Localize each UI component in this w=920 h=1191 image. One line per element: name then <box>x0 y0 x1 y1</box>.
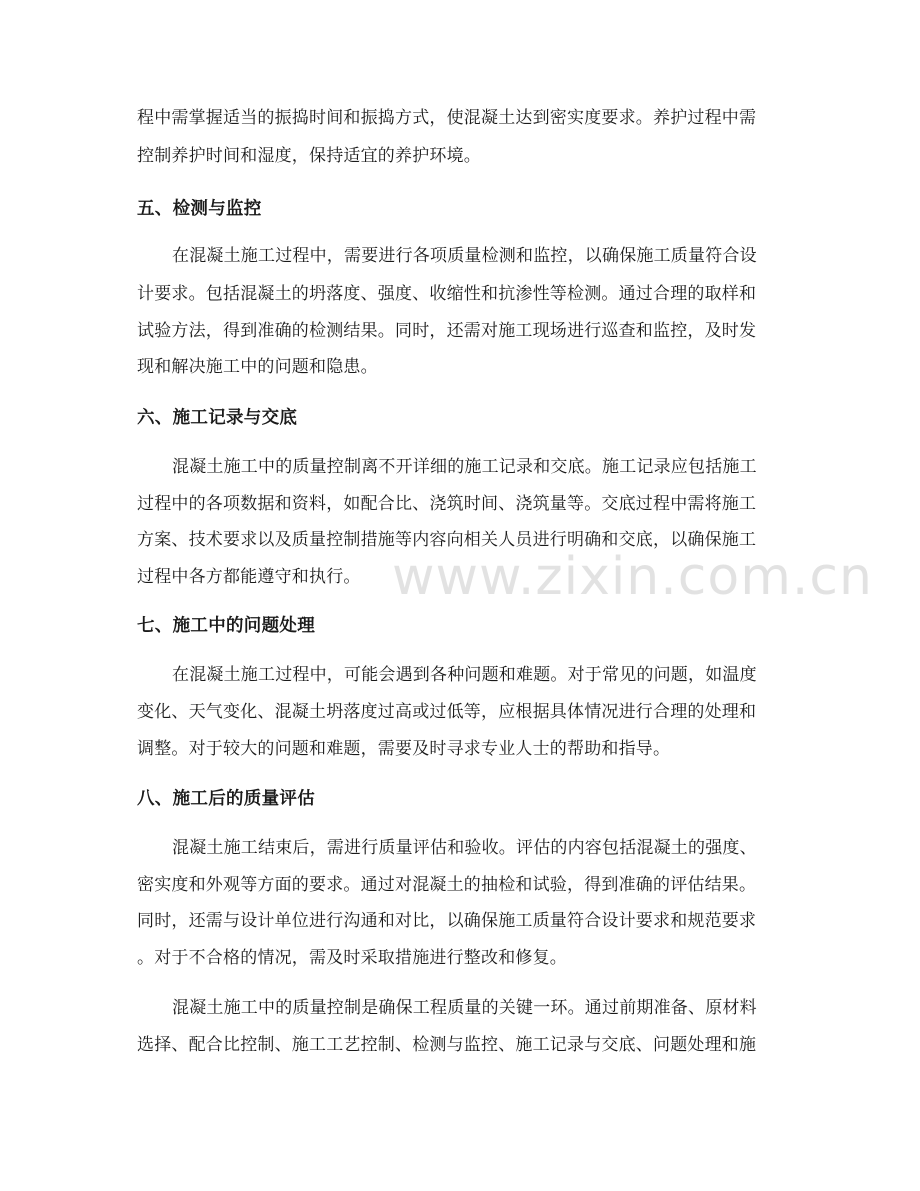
section-heading-5: 五、检测与监控 <box>137 199 262 219</box>
paragraph-line: 。对于不合格的情况，需及时采取措施进行整改和修复。 <box>137 948 567 968</box>
paragraph-line: 在混凝土施工过程中，可能会遇到各种问题和难题。对于常见的问题，如温度 <box>172 665 757 685</box>
paragraph-line: 过程中各方都能遵守和执行。 <box>137 567 361 587</box>
paragraph-line: 混凝土施工中的质量控制是确保工程质量的关键一环。通过前期准备、原材料 <box>172 998 757 1018</box>
paragraph-line: 过程中的各项数据和资料，如配合比、浇筑时间、浇筑量等。交底过程中需将施工 <box>137 494 757 514</box>
section-heading-6: 六、施工记录与交底 <box>137 408 298 428</box>
paragraph-line: 计要求。包括混凝土的坍落度、强度、收缩性和抗渗性等检测。通过合理的取样和 <box>137 284 757 304</box>
intro-line: 控制养护时间和湿度，保持适宜的养护环境。 <box>137 146 481 166</box>
section-heading-7: 七、施工中的问题处理 <box>137 616 315 636</box>
paragraph-line: 密实度和外观等方面的要求。通过对混凝土的抽检和试验，得到准确的评估结果。 <box>137 875 757 895</box>
paragraph-line: 选择、配合比控制、施工工艺控制、检测与监控、施工记录与交底、问题处理和施 <box>137 1035 757 1055</box>
paragraph-line: 混凝土施工中的质量控制离不开详细的施工记录和交底。施工记录应包括施工 <box>172 457 757 477</box>
intro-line: 程中需掌握适当的振捣时间和振捣方式，使混凝土达到密实度要求。养护过程中需 <box>137 108 757 128</box>
paragraph-line: 同时，还需与设计单位进行沟通和对比，以确保施工质量符合设计要求和规范要求 <box>137 911 757 931</box>
paragraph-line: 方案、技术要求以及质量控制措施等内容向相关人员进行明确和交底，以确保施工 <box>137 530 757 550</box>
paragraph-line: 调整。对于较大的问题和难题，需要及时寻求专业人士的帮助和指导。 <box>137 739 671 759</box>
paragraph-line: 混凝土施工结束后，需进行质量评估和验收。评估的内容包括混凝土的强度、 <box>172 838 757 858</box>
paragraph-line: 在混凝土施工过程中，需要进行各项质量检测和监控，以确保施工质量符合设 <box>172 246 757 266</box>
paragraph-line: 现和解决施工中的问题和隐患。 <box>137 357 378 377</box>
section-heading-8: 八、施工后的质量评估 <box>137 789 315 809</box>
paragraph-line: 变化、天气变化、混凝土坍落度过高或过低等，应根据具体情况进行合理的处理和 <box>137 702 757 722</box>
paragraph-line: 试验方法，得到准确的检测结果。同时，还需对施工现场进行巡查和监控，及时发 <box>137 321 757 341</box>
watermark: www.zixin.com.cn <box>392 547 873 607</box>
